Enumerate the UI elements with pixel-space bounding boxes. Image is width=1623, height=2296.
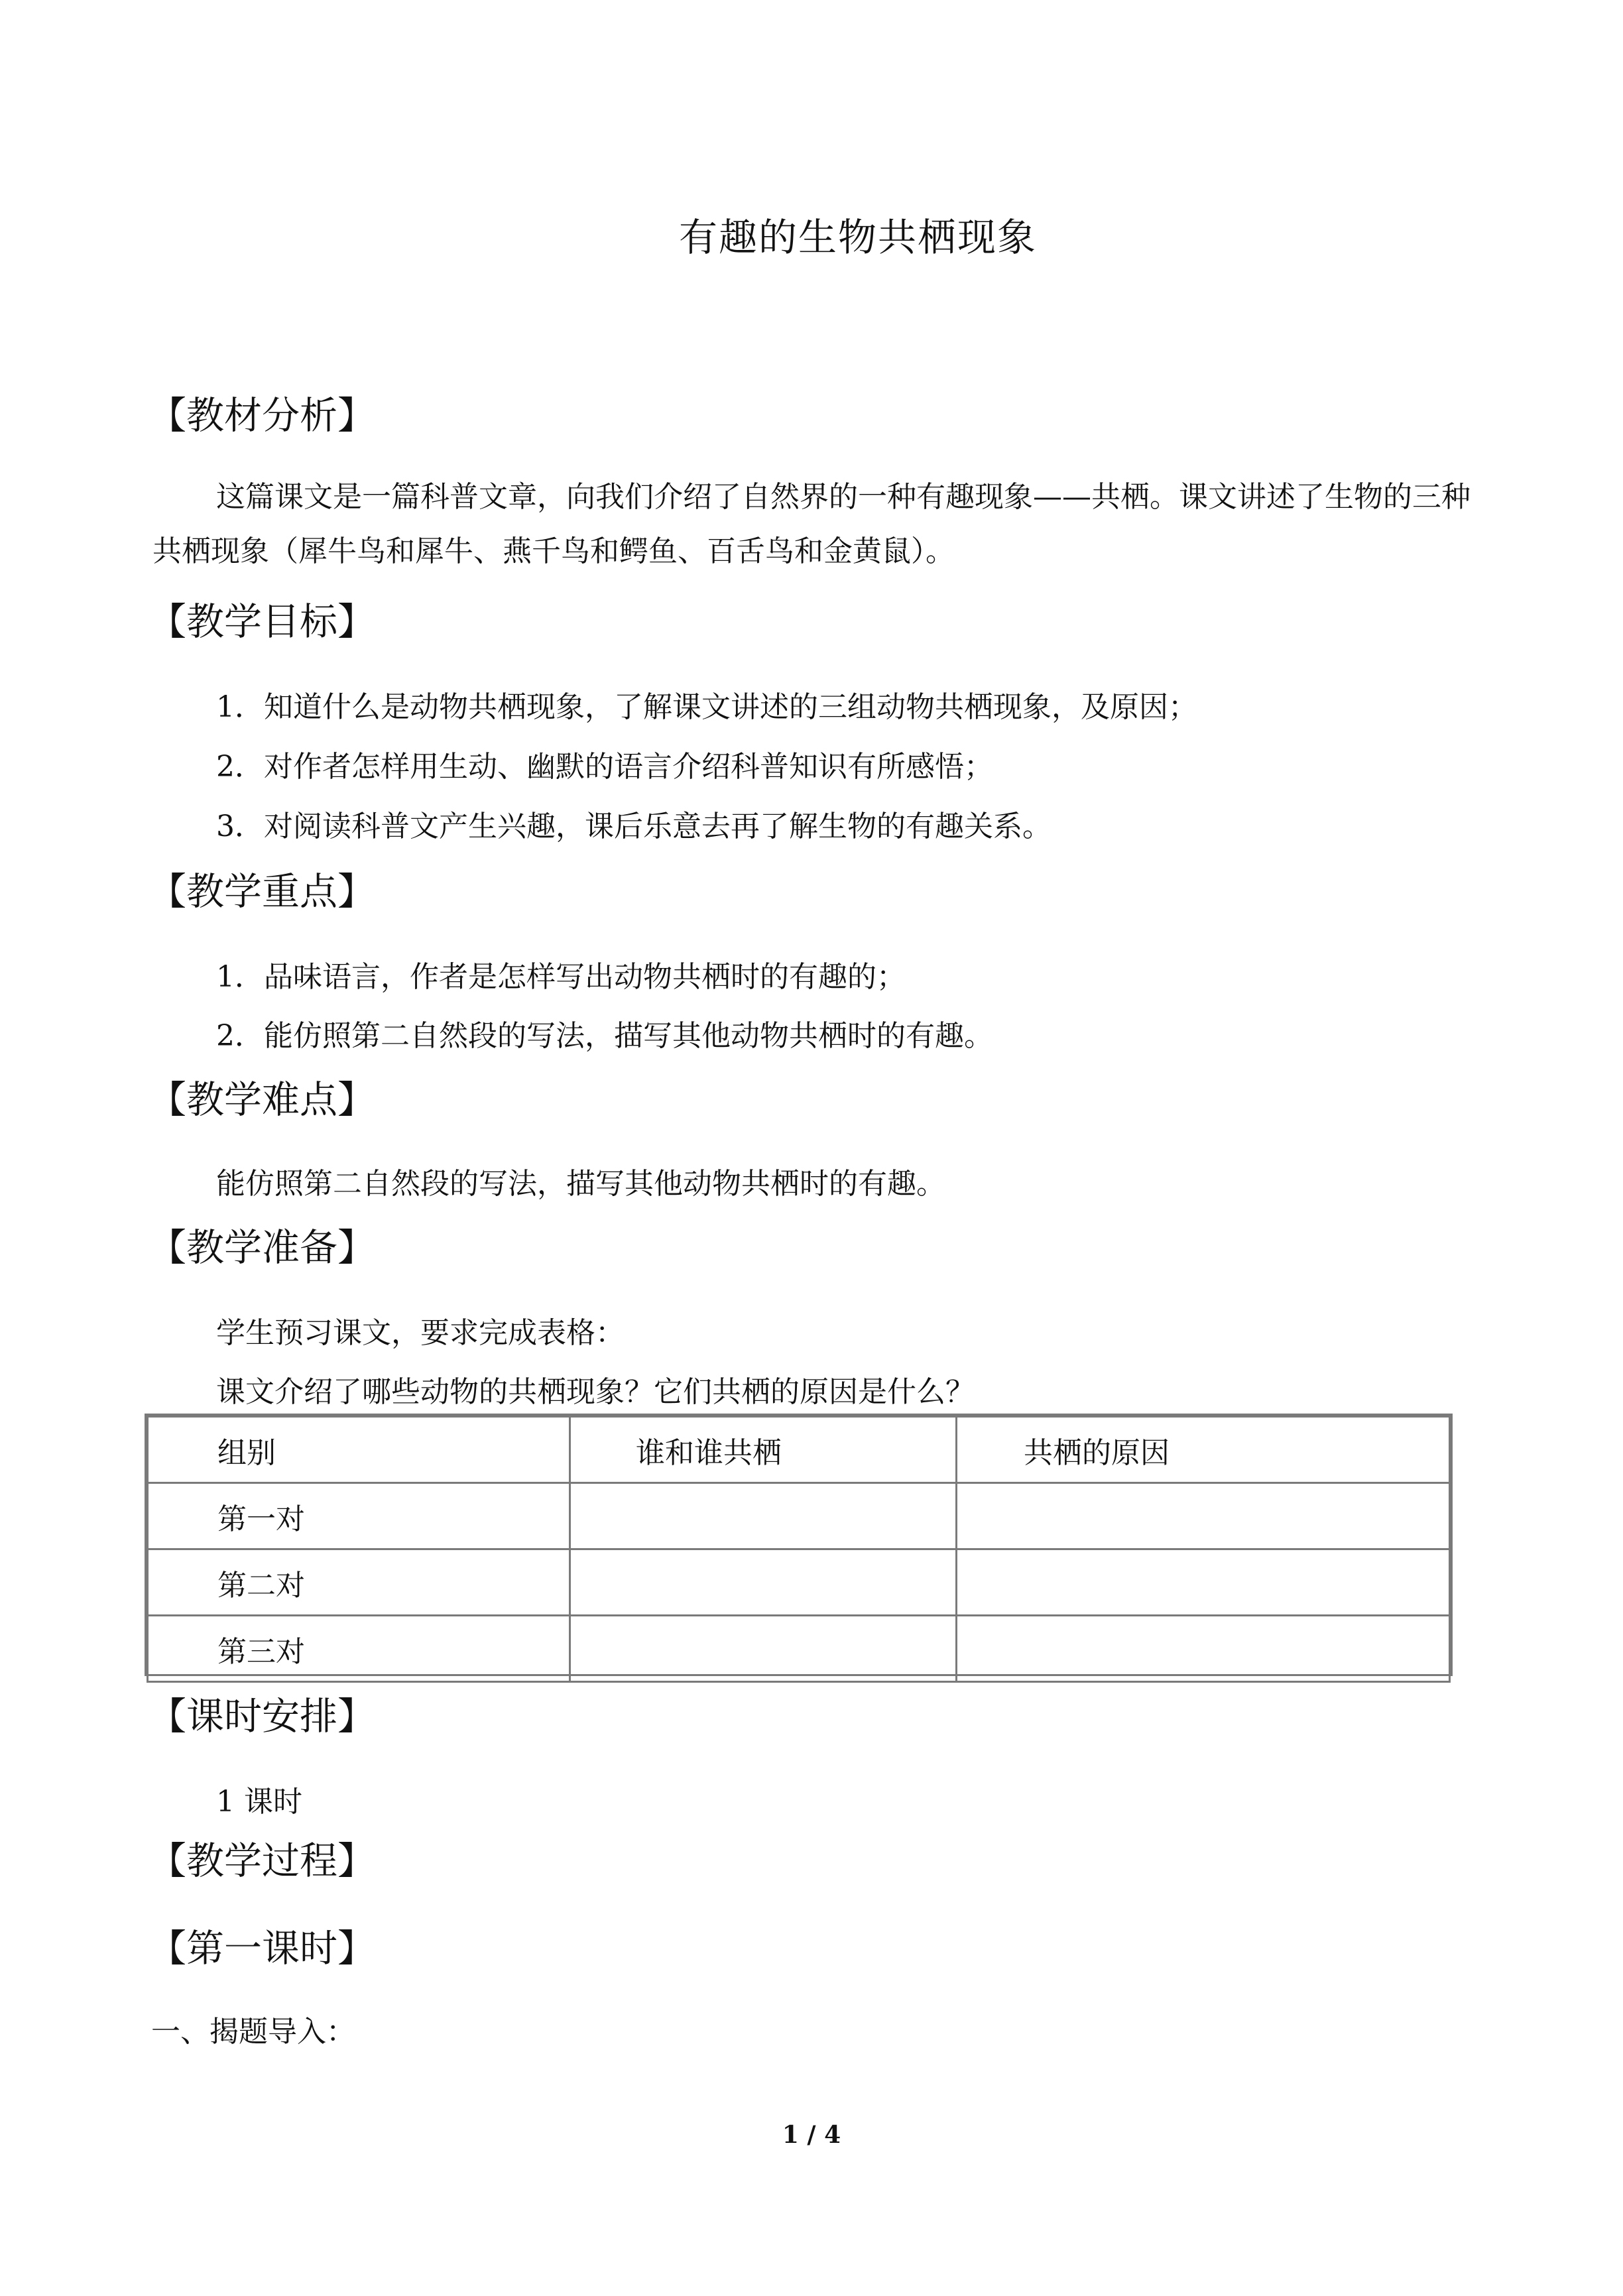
- table-cell: 第一对: [148, 1483, 570, 1549]
- preview-table: [145, 1414, 1453, 1676]
- difficulties-paragraph: 能仿照第二自然段的写法，描写其他动物共栖时的有趣。: [216, 1167, 945, 1201]
- table-cell: [957, 1616, 1450, 1682]
- table-cell: [957, 1549, 1450, 1616]
- heading-analysis: 【教材分析】: [149, 394, 375, 438]
- table-cell: 第二对: [148, 1549, 570, 1616]
- page-indicator: 1 / 4: [782, 2121, 841, 2149]
- heading-difficulties: 【教学难点】: [149, 1078, 375, 1122]
- table-cell: [957, 1483, 1450, 1549]
- analysis-paragraph: 这篇课文是一篇科普文章，向我们介绍了自然界的一种有趣现象——共栖。课文讲述了生物的三种共栖现象（犀牛鸟和犀牛、燕千鸟和鳄鱼、百舌鸟和金黄鼠）。: [152, 480, 1471, 568]
- table-cell: [570, 1616, 957, 1682]
- table-cell: [570, 1549, 957, 1616]
- table-row: [148, 1616, 1450, 1682]
- table-header-cell: 谁和谁共栖: [570, 1417, 957, 1483]
- table-row: [148, 1483, 1450, 1549]
- step-one-text: 一、揭题导入：: [151, 2015, 355, 2049]
- heading-process: 【教学过程】: [149, 1839, 375, 1883]
- table-cell: [570, 1483, 957, 1549]
- heading-key-points: 【教学重点】: [149, 870, 375, 914]
- table-header-row: [148, 1417, 1450, 1483]
- table-header-cell: 共栖的原因: [957, 1417, 1450, 1483]
- heading-preparation: 【教学准备】: [149, 1226, 375, 1270]
- heading-schedule: 【课时安排】: [149, 1695, 375, 1738]
- heading-goals: 【教学目标】: [149, 600, 375, 644]
- schedule-text: 1 课时: [216, 1785, 302, 1819]
- page-title: 有趣的生物共栖现象: [678, 215, 1037, 260]
- table-header-cell: 组别: [148, 1417, 570, 1483]
- goal-item: 3．对阅读科普文产生兴趣，课后乐意去再了解生物的有趣关系。: [216, 810, 1052, 843]
- table-cell: 第三对: [148, 1616, 570, 1682]
- key-point-item: 1．品味语言，作者是怎样写出动物共栖时的有趣的；: [216, 960, 906, 994]
- key-point-item: 2．能仿照第二自然段的写法，描写其他动物共栖时的有趣。: [216, 1019, 993, 1053]
- table-row: [148, 1549, 1450, 1616]
- goal-item: 2．对作者怎样用生动、幽默的语言介绍科普知识有所感悟；: [216, 750, 993, 784]
- heading-first-lesson: 【第一课时】: [149, 1927, 375, 1970]
- preparation-line-2: 课文介绍了哪些动物的共栖现象？它们共栖的原因是什么？: [216, 1375, 975, 1409]
- goal-item: 1．知道什么是动物共栖现象，了解课文讲述的三组动物共栖现象，及原因；: [216, 690, 1197, 724]
- preparation-line-1: 学生预习课文，要求完成表格：: [216, 1316, 625, 1350]
